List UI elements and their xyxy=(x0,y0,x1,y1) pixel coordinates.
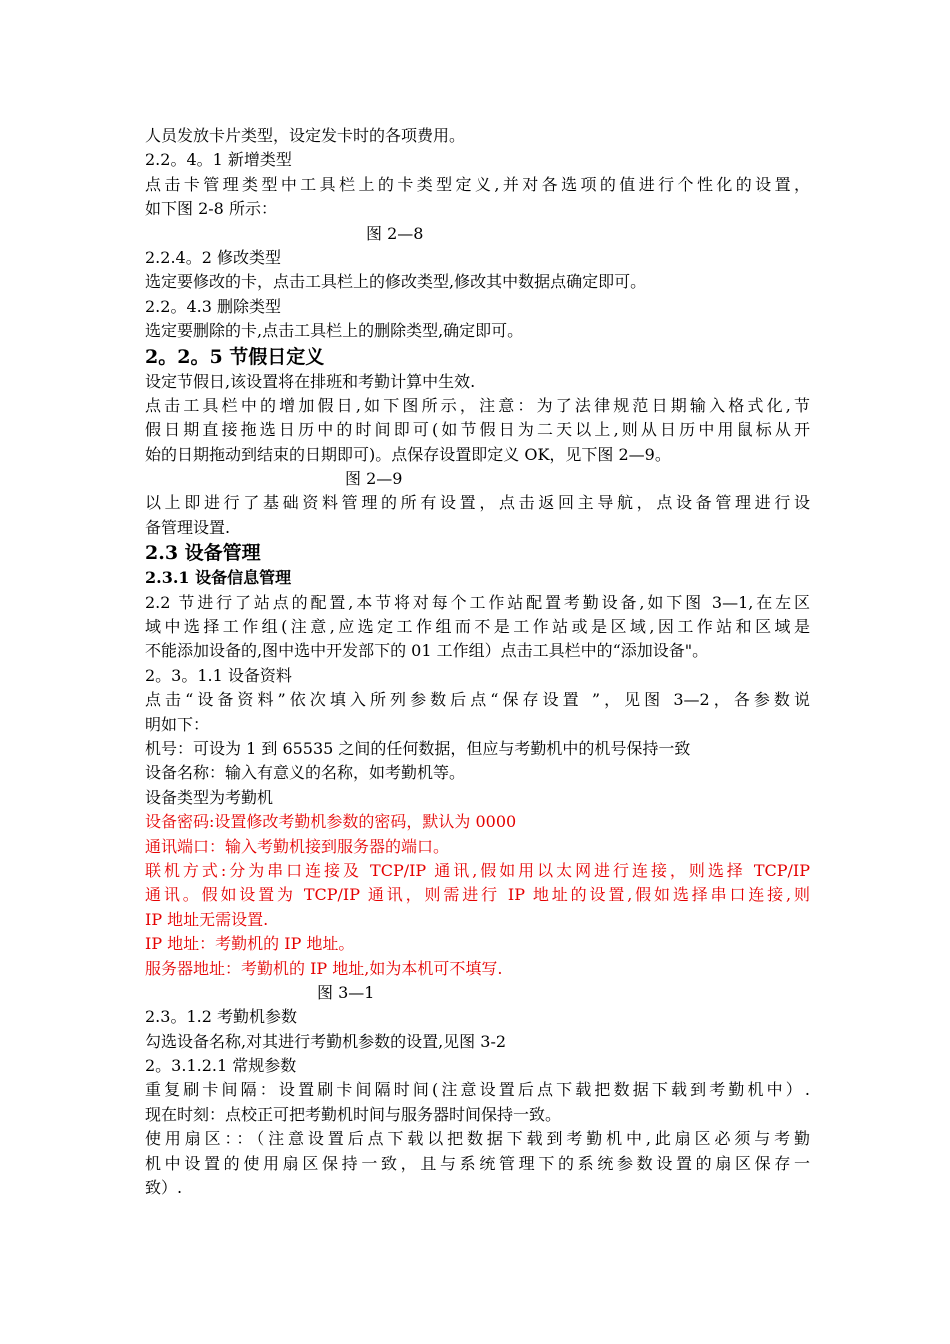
paragraph-line: 致）. xyxy=(145,1178,183,1198)
figure-caption-2-9: 图 2—9 xyxy=(345,469,403,489)
param-connection-mode-end: IP 地址无需设置. xyxy=(145,909,269,929)
paragraph-line: 使用扇区：：（注意设置后点下载以把数据下载到考勤机中,此扇区必须与考勤 xyxy=(145,1129,810,1149)
paragraph-line: 假日期直接拖选日历中的时间即可(如节假日为二天以上,则从日历中用鼠标从开 xyxy=(145,420,810,440)
section-heading-holiday-definition: 2。2。5 节假日定义 xyxy=(145,345,325,368)
subsection-heading-edit-type: 2.2.4。2 修改类型 xyxy=(145,247,281,267)
paragraph-line: 2.2 节进行了站点的配置,本节将对每个工作站配置考勤设备,如下图 3—1,在左区 xyxy=(145,592,810,612)
paragraph-line: 不能添加设备的,图中选中开发部下的 01 工作组）点击工具栏中的“添加设备"。 xyxy=(145,641,709,661)
paragraph-line: 点击“设备资料”依次填入所列参数后点“保存设置 ”，见图 3—2，各参数说 xyxy=(145,690,810,710)
paragraph-line: 以上即进行了基础资料管理的所有设置，点击返回主导航，点设备管理进行设 xyxy=(145,493,810,513)
paragraph-line: 机中设置的使用扇区保持一致，且与系统管理下的系统参数设置的扇区保存一 xyxy=(145,1153,810,1173)
document-body xyxy=(145,124,810,1200)
subsection-heading-device-data: 2。3。1.1 设备资料 xyxy=(145,665,292,685)
param-connection-mode-cont: 通讯。假如设置为 TCP/IP 通讯，则需进行 IP 地址的设置,假如选择串口连接,则 xyxy=(145,885,810,905)
paragraph-line: 点击工具栏中的增加假日,如下图所示，注意：为了法律规范日期输入格式化,节 xyxy=(145,395,810,415)
paragraph-line: 域中选择工作组(注意,应选定工作组而不是工作站或是区域,因工作站和区域是 xyxy=(145,617,810,637)
subsection-heading-general-params: 2。3.1.2.1 常规参数 xyxy=(145,1056,297,1076)
section-heading-device-management: 2.3 设备管理 xyxy=(145,542,261,565)
param-device-type: 设备类型为考勤机 xyxy=(145,787,274,807)
paragraph-line: 重复刷卡间隔：设置刷卡间隔时间(注意设置后点下载把数据下载到考勤机中）. xyxy=(145,1080,810,1100)
figure-caption-3-1: 图 3—1 xyxy=(317,982,375,1002)
subsection-heading-machine-params: 2.3。1.2 考勤机参数 xyxy=(145,1007,297,1027)
paragraph-line: 人员发放卡片类型，设定发卡时的各项费用。 xyxy=(145,126,466,145)
paragraph-line: 选定要修改的卡，点击工具栏上的修改类型,修改其中数据点确定即可。 xyxy=(145,272,647,292)
subsection-heading-delete-type: 2.2。4.3 删除类型 xyxy=(145,296,281,316)
param-device-password: 设备密码:设置修改考勤机参数的密码，默认为 0000 xyxy=(145,812,517,832)
param-comm-port: 通讯端口：输入考勤机接到服务器的端口。 xyxy=(145,836,450,856)
param-device-name: 设备名称：输入有意义的名称，如考勤机等。 xyxy=(145,763,466,783)
subsection-heading-device-info: 2.3.1 设备信息管理 xyxy=(145,568,292,588)
param-machine-number: 机号：可设为 1 到 65535 之间的任何数据，但应与考勤机中的机号保持一致 xyxy=(145,738,691,758)
param-connection-mode: 联机方式:分为串口连接及 TCP/IP 通讯,假如用以太网进行连接，则选择 TCP/IP xyxy=(145,860,810,880)
figure-caption-2-8: 图 2—8 xyxy=(366,223,424,243)
param-server-address: 服务器地址：考勤机的 IP 地址,如为本机可不填写. xyxy=(145,958,503,978)
paragraph-line: 点击卡管理类型中工具栏上的卡类型定义,并对各选项的值进行个性化的设置， xyxy=(145,174,810,194)
paragraph-line: 明如下： xyxy=(145,714,210,734)
paragraph-line: 始的日期拖动到结束的日期即可)。点保存设置即定义 OK，见下图 2—9。 xyxy=(145,444,671,464)
paragraph-line: 如下图 2-8 所示： xyxy=(145,199,277,219)
paragraph-line: 现在时刻：点校正可把考勤机时间与服务器时间保持一致。 xyxy=(145,1104,562,1124)
paragraph-line: 备管理设置. xyxy=(145,517,231,537)
subsection-heading-new-type: 2.2。4。1 新增类型 xyxy=(145,150,292,170)
paragraph-line: 选定要删除的卡,点击工具栏上的删除类型,确定即可。 xyxy=(145,321,524,341)
param-ip-address: IP 地址：考勤机的 IP 地址。 xyxy=(145,934,355,954)
paragraph-line: 设定节假日,该设置将在排班和考勤计算中生效. xyxy=(145,371,476,391)
paragraph-line: 勾选设备名称,对其进行考勤机参数的设置,见图 3-2 xyxy=(145,1031,507,1051)
